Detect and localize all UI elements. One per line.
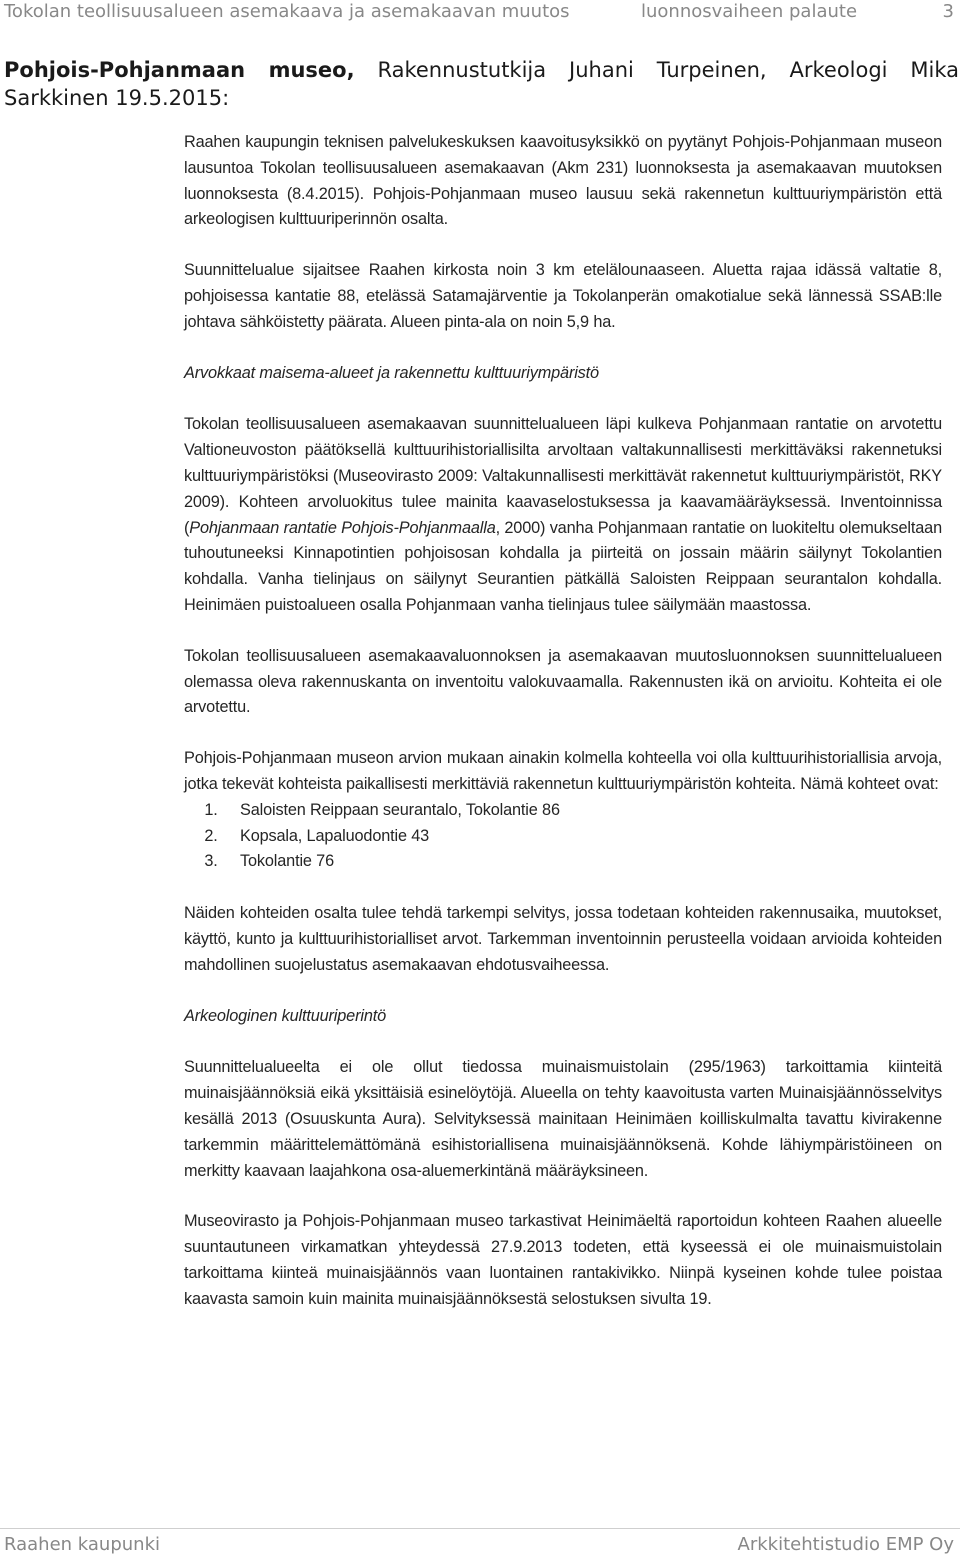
paragraph-3-part-a: Tokolan teollisuusalueen asemakaavan suunnittelualueen läpi kulkeva Pohjanmaan rantatie on arvotettu Valtioneuvoston päätöksellä kulttuurihistoriallisilta arvoltaan valtakunnallisesti merkittäväksi rakennetuksi kulttuuriympäristöksi (Museovirasto 2009: Valtakunnallisesti merkittävät rakennetut kulttuuriympäristöt, RKY 2009). Kohteen arvoluokitus tulee mainita kaavaselostuksessa ja kaavamääräyksessä. Inventoinnissa ( [184, 415, 942, 537]
letter-paragraph-7: Suunnittelualueelta ei ole ollut tiedossa muinaismuistolain (295/1963) tarkoittamia kiinteitä muinaisjäännöksiä eikä yksittäisiä esinelöytöjä. Alueella on tehty kaavoitusta varten Muinaisjäännösselvitys kesällä 2013 (Osuuskunta Aura). Selvityksessä mainitaan Heinimäen koilliskulmalta tavattu kivirakenne tarkemmin määrittelemättömänä esihistoriallisena muinaisjäännöksenä. Kohde lähiympäristöineen on merkitty kaavaan laajahkona osa-aluemerkintänä määräyksineen. [184, 1058, 942, 1180]
letter-paragraph-4: Tokolan teollisuusalueen asemakaavaluonnoksen ja asemakaavan muutosluonnoksen suunnittelualueen olemassa oleva rakennuskanta on inventoitu valokuvaamalla. Rakennusten ikä on arvioitu. Kohteita ei ole arvotettu. [184, 646, 942, 717]
list-item: 3. Tokolantie 76 [222, 849, 942, 875]
footer-consultant: Arkkitehtistudio EMP Oy [737, 1534, 954, 1555]
page-footer [0, 1528, 960, 1562]
letter-paragraph-6: Näiden kohteiden osalta tulee tehdä tarkempi selvitys, jossa todetaan kohteiden rakennusaika, muutokset, käyttö, kunto ja kulttuurihistorialliset arvot. Tarkemman inventoinnin perusteella voidaan arvioida kohteiden mahdollinen suojelustatus asemakaavan ehdotusvaiheessa. [184, 904, 942, 974]
letter-paragraph-3 [184, 412, 942, 618]
statement-authors-date: Rakennustutkija Juhani Turpeinen, Arkeologi Mika Sarkkinen 19.5.2015: [4, 58, 960, 110]
footer-client: Raahen kaupunki [4, 1534, 160, 1555]
scanned-letter [184, 130, 942, 1312]
letter-paragraph-8: Museovirasto ja Pohjois-Pohjanmaan museo tarkastivat Heinimäeltä raportoidun kohteen Raahen alueelle suuntautuneen virkamatkan yhteydessä 27.9.2013 todeten, että kyseessä ei ole muinaismuistolain tarkoittama kiinteä muinaisjäännös vaan luontainen rantakivikko. Niinpä kyseinen kohde tulee poistaa kaavasta samoin kuin mainita muinaisjäännöksestä selostuksen sivulta 19. [184, 1212, 942, 1308]
statement-author-org: Pohjois-Pohjanmaan museo, [4, 58, 355, 82]
paragraph-3-citation: Pohjanmaan rantatie Pohjois-Pohjanmaalla [189, 518, 496, 537]
header-section-title: luonnosvaiheen palaute [641, 1, 858, 22]
heritage-sites-list [184, 798, 942, 875]
letter-paragraph-1: Raahen kaupungin teknisen palvelukeskuksen kaavoitusyksikkö on pyytänyt Pohjois-Pohjanmaan museon lausuntoa Tokolan teollisuusalueen asemakaavan (Akm 231) luonnoksesta ja asemakaavan muutoksen luonnoksesta (8.4.2015). Pohjois-Pohjanmaan museo lausuu sekä rakennetun kulttuuriympäristön että arkeologisen kulttuuriperinnön osalta. [184, 133, 942, 229]
list-item: 2. Kopsala, Lapaluodontie 43 [222, 824, 942, 850]
section-heading-archaeology: Arkeologinen kulttuuriperintö [184, 1006, 387, 1025]
paragraph-3-part-b: , 2000) vanha Pohjanmaan rantatie on luokiteltu olemukseltaan tuhoutuneeksi Kinnapotintien pohjoisosan kohdalla ja piirteitä on jossain määrin säilynyt Tokolantien kohdalla. Vanha tielinjaus on säilynyt Seurantien pätkällä Saloisten Reippaan seurantalon kohdalla. Heinimäen puistoalueen osalla Pohjanmaan vanha tielinjaus tulee säilymään maastossa. [184, 518, 942, 614]
letter-paragraph-5: Pohjois-Pohjanmaan museon arvion mukaan ainakin kolmella kohteella voi olla kulttuurihistoriallisia arvoja, jotka tekevät kohteista paikallisesti merkittäviä rakennetun kulttuuriympäristön kohteita. Nämä kohteet ovat: [184, 749, 942, 793]
footer-divider [0, 1528, 960, 1529]
section-heading-built-environment: Arvokkaat maisema-alueet ja rakennettu kulttuuriympäristö [184, 363, 599, 382]
page-header [0, 0, 960, 24]
header-document-title: Tokolan teollisuusalueen asemakaava ja asemakaavan muutos [4, 1, 570, 22]
page-number: 3 [942, 1, 954, 22]
statement-heading [4, 56, 959, 112]
letter-paragraph-2: Suunnittelualue sijaitsee Raahen kirkosta noin 3 km etelälounaaseen. Aluetta rajaa idässä valtatie 8, pohjoisessa kantatie 88, etelässä Satamajärventie ja Tokolanperän omakotialue sekä lännessä SSAB:lle johtava sähköistetty päärata. Alueen pinta-ala on noin 5,9 ha. [184, 261, 942, 331]
list-item: 1. Saloisten Reippaan seurantalo, Tokolantie 86 [222, 798, 942, 824]
